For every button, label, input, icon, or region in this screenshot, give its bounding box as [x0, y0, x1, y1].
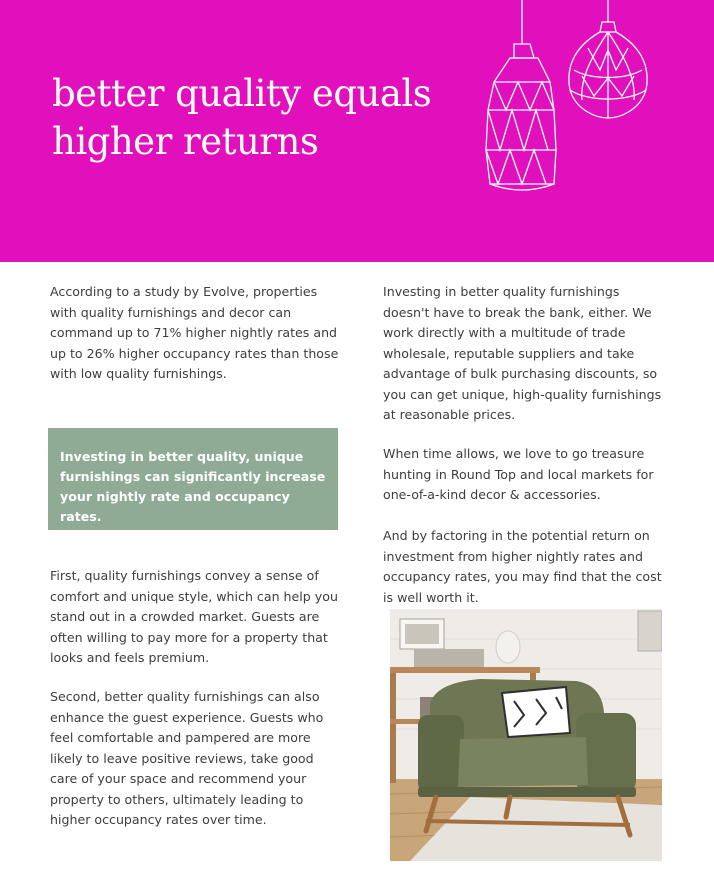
intro-paragraph: According to a study by Evolve, properties with quality furnishings and decor can command up to 71% higher nightly rates and up to 26% higher occupancy rates than those with low quality furnishings.	[50, 284, 339, 381]
title-line-2: higher returns	[52, 120, 319, 163]
armchair-illustration	[390, 609, 662, 861]
header-banner	[0, 0, 714, 262]
roi-paragraph: And by factoring in the potential return on investment from higher nightly rates and occupancy rates, you may find that the cost is well worth it.	[383, 528, 662, 605]
first-point-paragraph: First, quality furnishings convey a sense of comfort and unique style, which can help you stand out in a crowded market. Guests are often willing to pay more for a property that looks and feels premium.	[50, 568, 338, 665]
budget-paragraph: Investing in better quality furnishings doesn't have to break the bank, either. We work directly with a multitude of trade wholesale, reputable suppliers and take advantage of bulk purchasing discounts, so you can get unique, high-quality furnishings at reasonable prices.	[383, 284, 662, 422]
callout-box	[48, 428, 338, 530]
treasure-hunting-paragraph: When time allows, we love to go treasure hunting in Round Top and local markets for one-of-a-kind decor & accessories.	[383, 446, 654, 502]
armchair-photo	[390, 609, 662, 861]
second-point-paragraph: Second, better quality furnishings can also enhance the guest experience. Guests who feel comfortable and pampered are more likely to leave positive reviews, take good care of your space and recommend your property to others, ultimately leading to higher occupancy rates over time.	[50, 689, 324, 827]
title-line-1: better quality equals	[52, 72, 432, 115]
page-title	[52, 70, 472, 166]
callout-text: Investing in better quality, unique furnishings can significantly increase your nightly rate and occupancy rates.	[60, 449, 326, 524]
pendant-lamps-illustration	[470, 0, 714, 200]
